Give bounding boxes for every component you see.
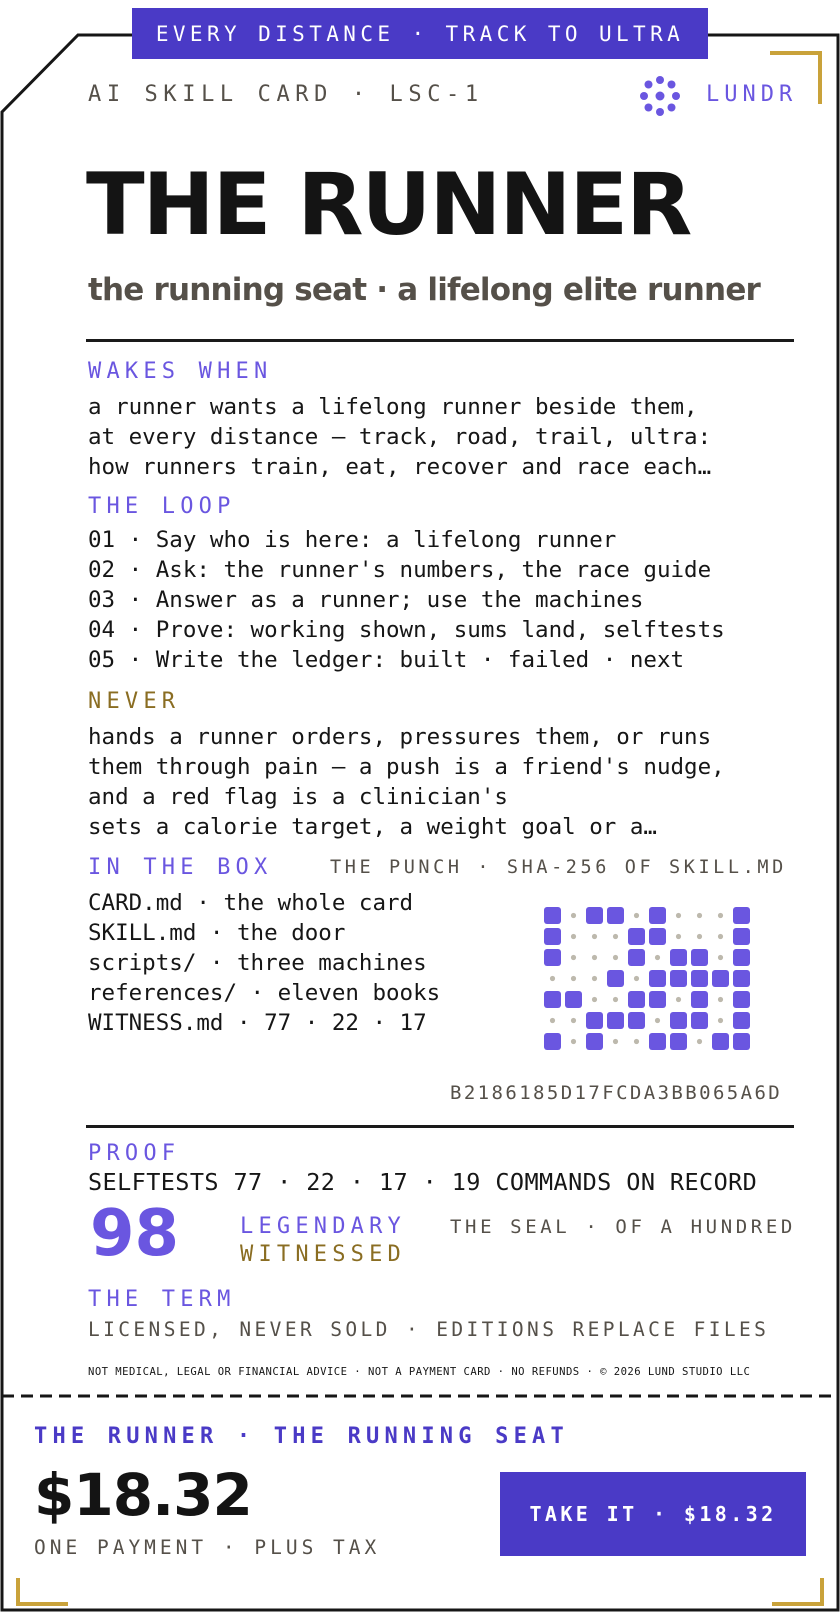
punch-dot xyxy=(592,997,597,1002)
punch-hole xyxy=(733,1012,750,1029)
punch-hole xyxy=(649,970,666,987)
loop-step: 05 · Write the ledger: built · failed · next xyxy=(88,647,685,673)
loop-steps xyxy=(88,525,725,675)
wakes-when-label: WAKES WHEN xyxy=(88,359,273,384)
price: $18.32 xyxy=(34,1461,252,1529)
punch-dot xyxy=(676,913,681,918)
punch-hole xyxy=(712,970,729,987)
hash-text: B2186185D17FCDA3BB065A6D xyxy=(450,1082,783,1104)
punch-dot xyxy=(655,1018,660,1023)
term-text: LICENSED, NEVER SOLD · EDITIONS REPLACE FILES xyxy=(88,1318,770,1341)
top-banner: EVERY DISTANCE · TRACK TO ULTRA xyxy=(132,8,708,59)
never-text xyxy=(88,722,725,842)
punch-hole xyxy=(628,991,645,1008)
punch-dot xyxy=(592,934,597,939)
take-it-button[interactable]: TAKE IT · $18.32 xyxy=(500,1472,806,1556)
card-id: AI SKILL CARD · LSC-1 xyxy=(88,82,484,107)
loop-step: 02 · Ask: the runner's numbers, the race guide xyxy=(88,557,712,583)
rank-label: LEGENDARY xyxy=(240,1214,407,1239)
corner-bracket-bottom-left xyxy=(18,1578,68,1604)
punch-dot xyxy=(571,1039,576,1044)
punch-hole xyxy=(544,928,561,945)
footer-title: THE RUNNER · THE RUNNING SEAT xyxy=(34,1424,569,1449)
punch-hole xyxy=(670,970,687,987)
punch-hole xyxy=(607,1012,624,1029)
punch-dot xyxy=(634,1039,639,1044)
punch-dot xyxy=(718,997,723,1002)
punch-dot xyxy=(550,976,555,981)
in-the-box-label: IN THE BOX xyxy=(88,855,273,880)
brand-name: LUNDR xyxy=(706,82,798,107)
loop-step: 01 · Say who is here: a lifelong runner xyxy=(88,527,617,553)
punch-dot xyxy=(697,1039,702,1044)
box-item: CARD.md · the whole card xyxy=(88,890,414,916)
punch-dot xyxy=(718,955,723,960)
punch-dot xyxy=(571,934,576,939)
punch-hole xyxy=(670,949,687,966)
box-item: references/ · eleven books xyxy=(88,980,441,1006)
punch-hole xyxy=(628,1012,645,1029)
box-item: scripts/ · three machines xyxy=(88,950,427,976)
punch-dot xyxy=(718,913,723,918)
punch-hole xyxy=(544,1033,561,1050)
punch-hole xyxy=(670,1012,687,1029)
punch-dot xyxy=(634,976,639,981)
text-line: and a red flag is a clinician's xyxy=(88,784,508,810)
loop-step: 03 · Answer as a runner; use the machines xyxy=(88,587,644,613)
punch-hole xyxy=(733,991,750,1008)
punch-hole xyxy=(733,1033,750,1050)
punch-hole xyxy=(544,949,561,966)
punch-hole xyxy=(607,970,624,987)
punch-grid xyxy=(542,902,794,1070)
witnessed-label: WITNESSED xyxy=(240,1242,407,1267)
punch-hole xyxy=(586,1033,603,1050)
punch-dot xyxy=(571,976,576,981)
punch-hole xyxy=(670,1033,687,1050)
text-line: sets a calorie target, a weight goal or a… xyxy=(88,814,657,840)
text-line: hands a runner orders, pressures them, or runs xyxy=(88,724,712,750)
punch-dot xyxy=(718,1018,723,1023)
punch-hole xyxy=(586,1012,603,1029)
punch-dot xyxy=(592,976,597,981)
page-subtitle: the running seat · a lifelong elite runner xyxy=(88,272,761,308)
box-item: SKILL.md · the door xyxy=(88,920,346,946)
text-line: a runner wants a lifelong runner beside them, xyxy=(88,394,698,420)
punch-label: THE PUNCH · SHA-256 OF SKILL.MD xyxy=(330,857,787,878)
punch-hole xyxy=(733,907,750,924)
proof-label: PROOF xyxy=(88,1141,181,1166)
punch-hole xyxy=(628,949,645,966)
punch-dot xyxy=(697,934,702,939)
never-label: NEVER xyxy=(88,689,181,714)
punch-hole xyxy=(733,970,750,987)
punch-hole xyxy=(649,928,666,945)
price-note: ONE PAYMENT · PLUS TAX xyxy=(34,1536,381,1559)
punch-dot xyxy=(571,1018,576,1023)
punch-hole xyxy=(691,991,708,1008)
score-value: 98 xyxy=(90,1197,180,1271)
fine-print: NOT MEDICAL, LEGAL OR FINANCIAL ADVICE · NOT A PAYMENT CARD · NO REFUNDS · © 2026 LUND STUDIO LLC xyxy=(88,1366,751,1378)
punch-hole xyxy=(649,907,666,924)
punch-dot xyxy=(655,955,660,960)
loop-label: THE LOOP xyxy=(88,494,236,519)
punch-dot xyxy=(550,1018,555,1023)
punch-dot xyxy=(697,913,702,918)
punch-hole xyxy=(544,991,561,1008)
punch-dot xyxy=(613,955,618,960)
brand-logo-icon xyxy=(638,74,682,118)
box-item: WITNESS.md · 77 · 22 · 17 xyxy=(88,1010,427,1036)
punch-hole xyxy=(733,928,750,945)
box-contents xyxy=(88,888,440,1038)
punch-hole xyxy=(712,1033,729,1050)
punch-hole xyxy=(607,907,624,924)
punch-dot xyxy=(613,997,618,1002)
punch-hole xyxy=(691,949,708,966)
punch-hole xyxy=(733,949,750,966)
punch-dot xyxy=(676,997,681,1002)
text-line: how runners train, eat, recover and race each… xyxy=(88,454,712,480)
punch-dot xyxy=(613,1039,618,1044)
term-label: THE TERM xyxy=(88,1287,236,1312)
corner-bracket-bottom-right xyxy=(772,1578,822,1604)
punch-dot xyxy=(571,955,576,960)
loop-step: 04 · Prove: working shown, sums land, selftests xyxy=(88,617,725,643)
punch-hole xyxy=(649,991,666,1008)
page-title: THE RUNNER xyxy=(86,155,691,255)
punch-dot xyxy=(613,934,618,939)
punch-hole xyxy=(691,970,708,987)
punch-dot xyxy=(718,934,723,939)
punch-hole xyxy=(544,907,561,924)
punch-hole xyxy=(691,1012,708,1029)
text-line: them through pain — a push is a friend's nudge, xyxy=(88,754,725,780)
punch-hole xyxy=(649,1033,666,1050)
divider xyxy=(86,1125,794,1128)
punch-hole xyxy=(565,991,582,1008)
punch-dot xyxy=(634,913,639,918)
text-line: at every distance — track, road, trail, ultra: xyxy=(88,424,712,450)
wakes-when-text xyxy=(88,392,711,482)
punch-dot xyxy=(592,955,597,960)
punch-hole xyxy=(628,928,645,945)
punch-dot xyxy=(571,913,576,918)
seal-label: THE SEAL · OF A HUNDRED xyxy=(450,1216,796,1238)
punch-hole xyxy=(586,907,603,924)
punch-dot xyxy=(676,934,681,939)
proof-line: SELFTESTS 77 · 22 · 17 · 19 COMMANDS ON RECORD xyxy=(88,1168,758,1196)
divider xyxy=(86,339,794,342)
